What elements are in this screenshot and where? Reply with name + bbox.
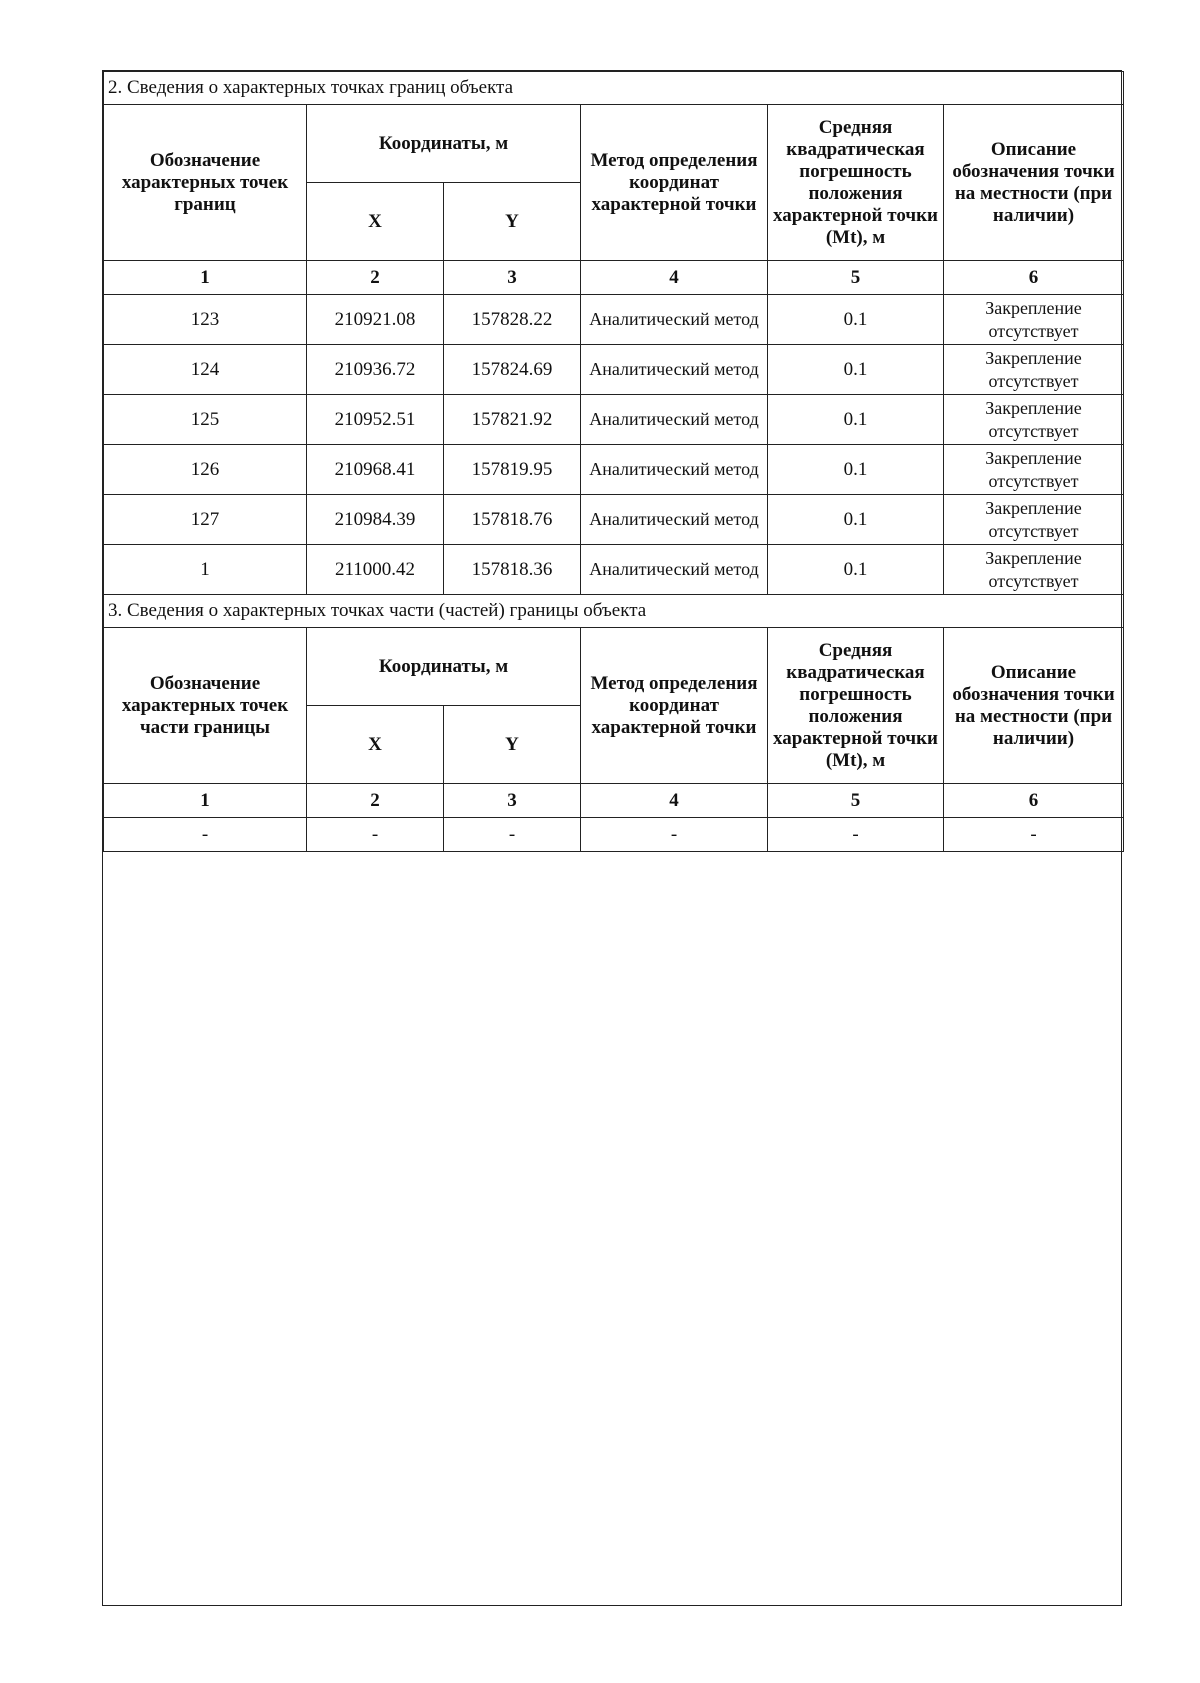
method: Аналитический метод xyxy=(581,395,768,445)
column-number: 2 xyxy=(307,261,444,295)
error: 0.1 xyxy=(768,395,944,445)
description: Закрепление отсутствует xyxy=(944,295,1124,345)
column-number: 3 xyxy=(444,784,581,818)
header-error: Средняя квадратическая погрешность положения характерной точки (Mt), м xyxy=(768,105,944,261)
error: 0.1 xyxy=(768,295,944,345)
method: Аналитический метод xyxy=(581,295,768,345)
header-coordinates: Координаты, м xyxy=(307,105,581,183)
column-number: 4 xyxy=(581,261,768,295)
coord-x: 210936.72 xyxy=(307,345,444,395)
description: Закрепление отсутствует xyxy=(944,395,1124,445)
header-y: Y xyxy=(444,183,581,261)
description: Закрепление отсутствует xyxy=(944,345,1124,395)
header-x: X xyxy=(307,706,444,784)
header-description: Описание обозначения точки на местности (при наличии) xyxy=(944,628,1124,784)
error: 0.1 xyxy=(768,545,944,595)
point-id: 1 xyxy=(104,545,307,595)
coord-x: 211000.42 xyxy=(307,545,444,595)
table-row xyxy=(104,395,1124,445)
method: Аналитический метод xyxy=(581,445,768,495)
description: - xyxy=(944,818,1124,852)
coord-y: 157821.92 xyxy=(444,395,581,445)
column-number: 2 xyxy=(307,784,444,818)
description: Закрепление отсутствует xyxy=(944,445,1124,495)
error: 0.1 xyxy=(768,445,944,495)
point-id: 123 xyxy=(104,295,307,345)
coord-x: 210952.51 xyxy=(307,395,444,445)
header-designation: Обозначение характерных точек границ xyxy=(104,105,307,261)
column-number: 5 xyxy=(768,784,944,818)
header-description: Описание обозначения точки на местности (при наличии) xyxy=(944,105,1124,261)
column-number: 1 xyxy=(104,261,307,295)
coord-x: - xyxy=(307,818,444,852)
coord-y: 157818.36 xyxy=(444,545,581,595)
header-method: Метод определения координат характерной точки xyxy=(581,628,768,784)
method: - xyxy=(581,818,768,852)
method: Аналитический метод xyxy=(581,495,768,545)
coord-x: 210984.39 xyxy=(307,495,444,545)
coord-y: 157824.69 xyxy=(444,345,581,395)
column-number: 5 xyxy=(768,261,944,295)
column-numbers-row xyxy=(104,261,1124,295)
section2-title: 2. Сведения о характерных точках границ объекта xyxy=(104,72,1124,105)
column-numbers-row xyxy=(104,784,1124,818)
error: - xyxy=(768,818,944,852)
document-frame xyxy=(102,70,1122,1606)
header-method: Метод определения координат характерной точки xyxy=(581,105,768,261)
point-id: 124 xyxy=(104,345,307,395)
point-id: 127 xyxy=(104,495,307,545)
coord-x: 210968.41 xyxy=(307,445,444,495)
description: Закрепление отсутствует xyxy=(944,545,1124,595)
coord-y: 157819.95 xyxy=(444,445,581,495)
header-x: X xyxy=(307,183,444,261)
header-error: Средняя квадратическая погрешность положения характерной точки (Mt), м xyxy=(768,628,944,784)
error: 0.1 xyxy=(768,345,944,395)
column-number: 6 xyxy=(944,261,1124,295)
method: Аналитический метод xyxy=(581,545,768,595)
table-row xyxy=(104,545,1124,595)
column-number: 1 xyxy=(104,784,307,818)
table-row xyxy=(104,818,1124,852)
header-designation: Обозначение характерных точек части границы xyxy=(104,628,307,784)
table-row xyxy=(104,295,1124,345)
table-row xyxy=(104,445,1124,495)
description: Закрепление отсутствует xyxy=(944,495,1124,545)
boundary-points-table xyxy=(103,71,1124,852)
error: 0.1 xyxy=(768,495,944,545)
coord-y: 157818.76 xyxy=(444,495,581,545)
table-row xyxy=(104,495,1124,545)
point-id: 125 xyxy=(104,395,307,445)
coord-x: 210921.08 xyxy=(307,295,444,345)
column-number: 4 xyxy=(581,784,768,818)
point-id: - xyxy=(104,818,307,852)
column-number: 6 xyxy=(944,784,1124,818)
table-row xyxy=(104,345,1124,395)
column-number: 3 xyxy=(444,261,581,295)
header-y: Y xyxy=(444,706,581,784)
coord-y: - xyxy=(444,818,581,852)
header-coordinates: Координаты, м xyxy=(307,628,581,706)
coord-y: 157828.22 xyxy=(444,295,581,345)
point-id: 126 xyxy=(104,445,307,495)
method: Аналитический метод xyxy=(581,345,768,395)
section3-title: 3. Сведения о характерных точках части (частей) границы объекта xyxy=(104,595,1124,628)
